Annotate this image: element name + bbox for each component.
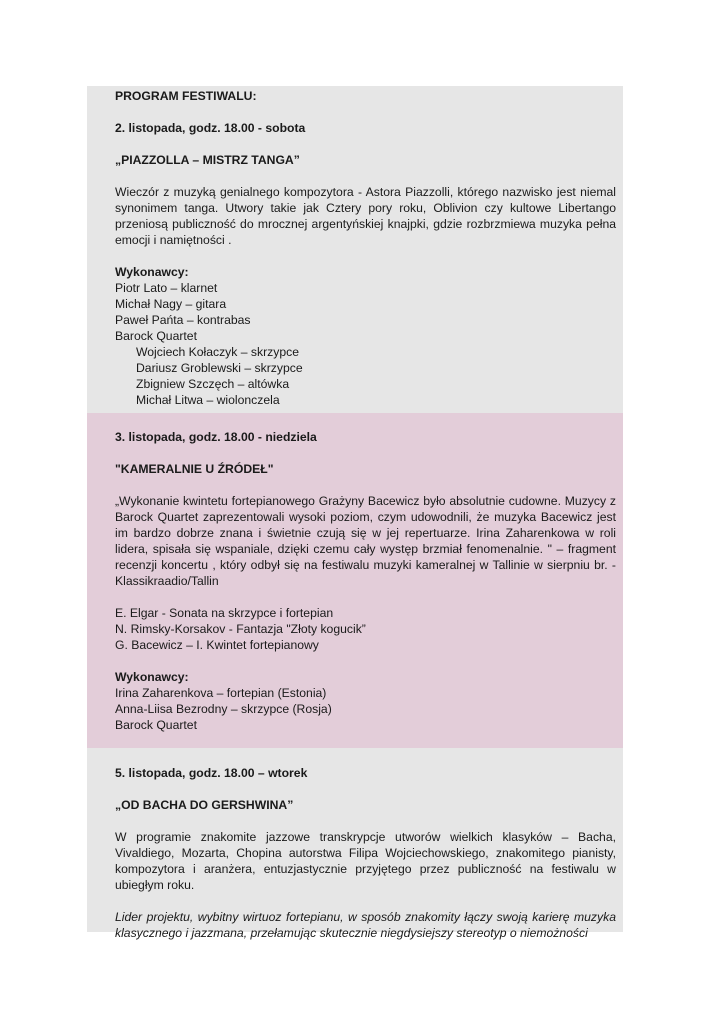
repertoire-item: G. Bacewicz – I. Kwintet fortepianowy <box>115 638 319 652</box>
event2-date: 3. listopada, godz. 18.00 - niedziela <box>115 430 317 444</box>
quartet-member: Michał Litwa – wiolonczela <box>136 393 280 407</box>
event2-performer: Anna-Liisa Bezrodny – skrzypce (Rosja) <box>115 702 332 716</box>
event3-date: 5. listopada, godz. 18.00 – wtorek <box>115 766 308 780</box>
event2-performers-heading: Wykonawcy: <box>115 670 189 684</box>
event2-performer: Irina Zaharenkova – fortepian (Estonia) <box>115 686 327 700</box>
quartet-member: Wojciech Kołaczyk – skrzypce <box>136 345 300 359</box>
event2-performer: Barock Quartet <box>115 718 197 732</box>
event1-performers-heading: Wykonawcy: <box>115 265 189 279</box>
quartet-member: Zbigniew Szczęch – altówka <box>136 377 290 391</box>
event1-performer: Paweł Pańta – kontrabas <box>115 313 251 327</box>
event3-description: W programie znakomite jazzowe transkrypcje utworów wielkich klasyków – Bacha, Vivaldiego, Mozarta, Chopina autorstwa Filipa Wojciechowskiego, znakomitego pianisty, kompozytora i aranżera, entuzjastycznie przyjętego przez publiczność na festiwalu w ubiegłym roku. <box>115 830 616 892</box>
repertoire-item: N. Rimsky-Korsakov - Fantazja "Złoty kogucik” <box>115 622 366 636</box>
event2-section <box>87 413 623 748</box>
event2-review: „Wykonanie kwintetu fortepianowego Grażyny Bacewicz było absolutnie cudowne. Muzycy z Barock Quartet zaprezentowali wysoki poziom, czym udowodnili, że muzyka Bacewicz jest im bardzo dobrze znana i świetnie czują się w jej repertuarze. Irina Zaharenkowa w roli lidera, spisała się wspaniale, dzięki czemu cały występ brzmiał fenomenalnie. " – fragment recenzji koncertu , który odbył się na festiwalu muzyki kameralnej w Tallinie w sierpniu br. - Klassikraadio/Tallin <box>115 494 616 588</box>
event1-performer: Michał Nagy – gitara <box>115 297 227 311</box>
program-title: PROGRAM FESTIWALU: <box>115 89 257 103</box>
event1-title: „PIAZZOLLA – MISTRZ TANGA” <box>115 153 300 167</box>
event1-section <box>87 86 623 413</box>
event1-performer: Barock Quartet <box>115 329 197 343</box>
event3-section <box>87 748 623 940</box>
quartet-member: Dariusz Groblewski – skrzypce <box>136 361 303 375</box>
event1-date: 2. listopada, godz. 18.00 - sobota <box>115 121 306 135</box>
event1-description: Wieczór z muzyką genialnego kompozytora - Astora Piazzolli, którego nazwisko jest niemal synonimem tanga. Utwory takie jak Cztery pory roku, Oblivion czy kultowe Libertango przeniosą publiczność do mrocznej argentyńskiej knajpki, gdzie rozbrzmiewa muzyka pełna emocji i namiętności . <box>115 185 616 247</box>
event3-leader-text: Lider projektu, wybitny wirtuoz fortepianu, w sposób znakomity łączy swoją karierę muzyka klasycznego i jazzmana, przełamując skutecznie niegdysiejszy stereotyp o niemożności <box>115 910 616 940</box>
event1-performer: Piotr Lato – klarnet <box>115 281 218 295</box>
event2-title: "KAMERALNIE U ŹRÓDEŁ" <box>115 462 274 476</box>
repertoire-item: E. Elgar - Sonata na skrzypce i fortepian <box>115 606 334 620</box>
event2-repertoire <box>115 605 616 653</box>
event3-title: „OD BACHA DO GERSHWINA” <box>115 798 294 812</box>
